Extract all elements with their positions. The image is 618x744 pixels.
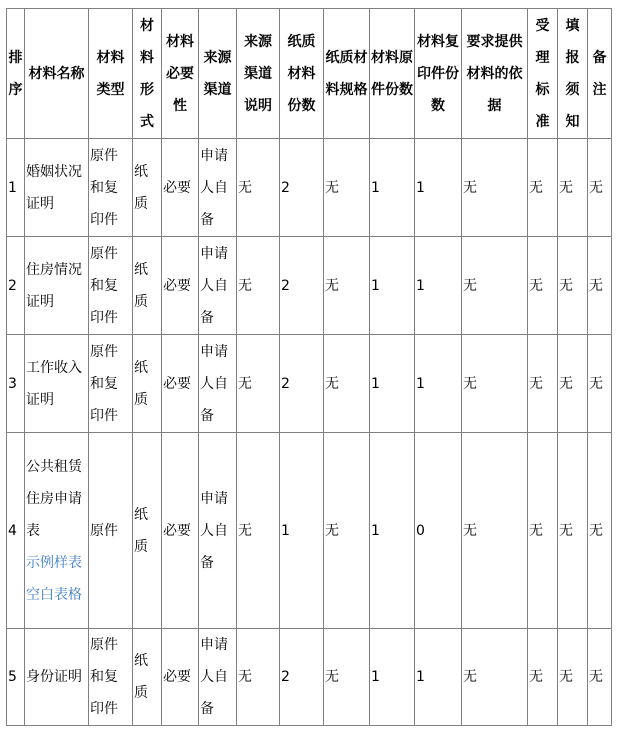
cell-source-desc: 无 xyxy=(237,335,280,433)
cell-paper-spec: 无 xyxy=(324,629,370,726)
cell-paper-spec: 无 xyxy=(324,433,370,629)
cell-copy-count: 1 xyxy=(415,237,462,335)
cell-standard: 无 xyxy=(528,629,558,726)
cell-original-count: 1 xyxy=(370,629,415,726)
header-original-count: 材料原件份数 xyxy=(370,9,415,139)
cell-name: 住房情况证明 xyxy=(25,237,89,335)
cell-remark: 无 xyxy=(588,237,612,335)
sample-form-link[interactable]: 示例样表 xyxy=(26,554,82,571)
cell-paper-count: 2 xyxy=(280,335,324,433)
cell-necessity: 必要 xyxy=(162,237,199,335)
cell-paper-count: 2 xyxy=(280,629,324,726)
header-name: 材料名称 xyxy=(25,9,89,139)
header-type: 材料类型 xyxy=(89,9,133,139)
cell-remark: 无 xyxy=(588,335,612,433)
cell-remark: 无 xyxy=(588,433,612,629)
cell-notes-fill: 无 xyxy=(558,335,588,433)
cell-source-desc: 无 xyxy=(237,629,280,726)
cell-paper-spec: 无 xyxy=(324,335,370,433)
cell-index: 5 xyxy=(7,629,25,726)
cell-form: 纸质 xyxy=(133,335,162,433)
cell-index: 1 xyxy=(7,139,25,237)
cell-standard: 无 xyxy=(528,237,558,335)
header-paper-spec: 纸质材料规格 xyxy=(324,9,370,139)
table-row xyxy=(7,335,612,433)
cell-basis: 无 xyxy=(462,433,528,629)
cell-basis: 无 xyxy=(462,335,528,433)
cell-paper-spec: 无 xyxy=(324,237,370,335)
cell-original-count: 1 xyxy=(370,433,415,629)
header-source: 来源渠道 xyxy=(199,9,237,139)
header-source-desc: 来源渠道说明 xyxy=(237,9,280,139)
cell-type: 原件 xyxy=(89,433,133,629)
material-name-text: 公共租赁住房申请表 xyxy=(26,458,82,539)
cell-necessity: 必要 xyxy=(162,139,199,237)
cell-notes-fill: 无 xyxy=(558,237,588,335)
cell-notes-fill: 无 xyxy=(558,139,588,237)
header-form: 材料形式 xyxy=(133,9,162,139)
cell-index: 3 xyxy=(7,335,25,433)
cell-standard: 无 xyxy=(528,139,558,237)
header-paper-count: 纸质材料份数 xyxy=(280,9,324,139)
header-standard: 受理标准 xyxy=(528,9,558,139)
cell-remark: 无 xyxy=(588,629,612,726)
table-row xyxy=(7,237,612,335)
header-index: 排序 xyxy=(7,9,25,139)
cell-paper-spec: 无 xyxy=(324,139,370,237)
cell-original-count: 1 xyxy=(370,139,415,237)
cell-standard: 无 xyxy=(528,335,558,433)
cell-source: 申请人自备 xyxy=(199,139,237,237)
cell-type: 原件和复印件 xyxy=(89,237,133,335)
cell-type: 原件和复印件 xyxy=(89,629,133,726)
cell-original-count: 1 xyxy=(370,237,415,335)
cell-paper-count: 1 xyxy=(280,433,324,629)
cell-notes-fill: 无 xyxy=(558,629,588,726)
table-row xyxy=(7,433,612,629)
header-row xyxy=(7,9,612,139)
cell-form: 纸质 xyxy=(133,237,162,335)
cell-copy-count: 0 xyxy=(415,433,462,629)
header-basis: 要求提供材料的依据 xyxy=(462,9,528,139)
blank-form-link[interactable]: 空白表格 xyxy=(26,586,82,603)
cell-type: 原件和复印件 xyxy=(89,335,133,433)
cell-basis: 无 xyxy=(462,237,528,335)
cell-basis: 无 xyxy=(462,629,528,726)
cell-copy-count: 1 xyxy=(415,629,462,726)
cell-original-count: 1 xyxy=(370,335,415,433)
table-row xyxy=(7,139,612,237)
header-notes-fill: 填报须知 xyxy=(558,9,588,139)
cell-notes-fill: 无 xyxy=(558,433,588,629)
cell-necessity: 必要 xyxy=(162,433,199,629)
cell-source: 申请人自备 xyxy=(199,237,237,335)
header-copy-count: 材料复印件份数 xyxy=(415,9,462,139)
cell-index: 4 xyxy=(7,433,25,629)
cell-copy-count: 1 xyxy=(415,139,462,237)
cell-name xyxy=(25,433,89,629)
cell-necessity: 必要 xyxy=(162,629,199,726)
cell-necessity: 必要 xyxy=(162,335,199,433)
cell-form: 纸质 xyxy=(133,139,162,237)
cell-type: 原件和复印件 xyxy=(89,139,133,237)
cell-form: 纸质 xyxy=(133,433,162,629)
table-row xyxy=(7,629,612,726)
cell-paper-count: 2 xyxy=(280,237,324,335)
cell-paper-count: 2 xyxy=(280,139,324,237)
cell-index: 2 xyxy=(7,237,25,335)
cell-remark: 无 xyxy=(588,139,612,237)
cell-source: 申请人自备 xyxy=(199,433,237,629)
materials-table xyxy=(6,8,612,726)
cell-source-desc: 无 xyxy=(237,139,280,237)
cell-copy-count: 1 xyxy=(415,335,462,433)
cell-source-desc: 无 xyxy=(237,433,280,629)
header-remark: 备注 xyxy=(588,9,612,139)
cell-standard: 无 xyxy=(528,433,558,629)
cell-source: 申请人自备 xyxy=(199,335,237,433)
cell-name: 身份证明 xyxy=(25,629,89,726)
cell-name: 婚姻状况证明 xyxy=(25,139,89,237)
cell-form: 纸质 xyxy=(133,629,162,726)
header-necessity: 材料必要性 xyxy=(162,9,199,139)
cell-name: 工作收入证明 xyxy=(25,335,89,433)
cell-source: 申请人自备 xyxy=(199,629,237,726)
cell-basis: 无 xyxy=(462,139,528,237)
cell-source-desc: 无 xyxy=(237,237,280,335)
